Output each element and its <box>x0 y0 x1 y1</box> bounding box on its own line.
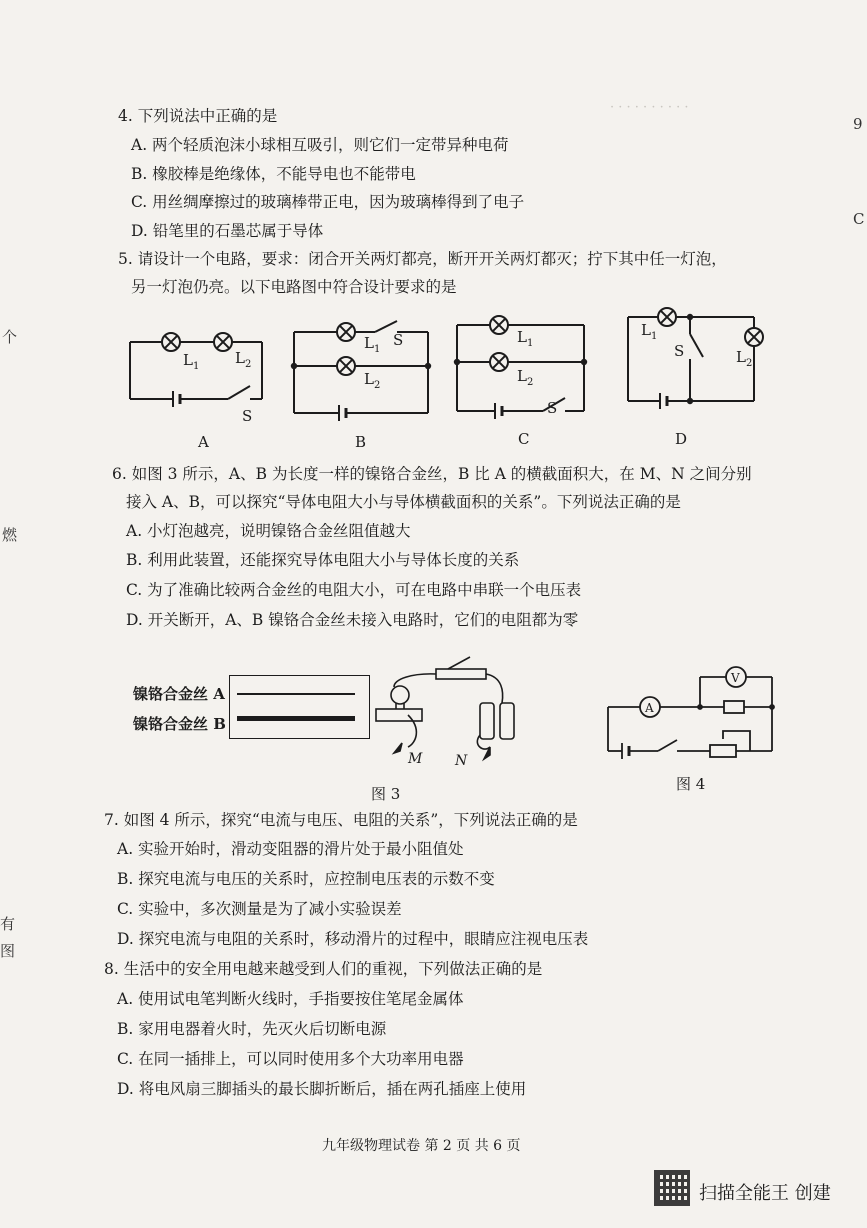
option-a: A. 小灯泡越亮，说明镍铬合金丝阻值越大 <box>126 522 411 540</box>
question-stem: 8. 生活中的安全用电越来越受到人们的重视，下列做法正确的是 <box>104 960 543 978</box>
ammeter-label: A <box>645 701 654 715</box>
knife-switch-icon <box>436 669 486 679</box>
margin-fragment: 个 <box>2 328 18 346</box>
lamp-label: $L_1$ <box>364 334 381 355</box>
fig4-circuit <box>600 655 790 770</box>
bulb-base <box>376 709 422 721</box>
lamp-label: $L_2$ <box>364 370 381 391</box>
circuit-option-label: A <box>198 433 209 451</box>
question-stem: 4. 下列说法中正确的是 <box>118 107 278 125</box>
lamp-l2-b-icon <box>337 357 355 375</box>
terminal-n-label: N <box>455 753 468 769</box>
option-c: C. 实验中，多次测量是为了减小实验误差 <box>117 900 402 918</box>
option-d: D. 将电风扇三脚插头的最长脚折断后，插在两孔插座上使用 <box>117 1080 527 1098</box>
figure-3-caption: 图 3 <box>371 785 401 803</box>
wire-a-label: 镍铬合金丝 A <box>133 685 225 703</box>
option-b: B. 家用电器着火时，先灭火后切断电源 <box>117 1020 387 1038</box>
terminal-m-label: M <box>408 751 423 767</box>
option-b: B. 探究电流与电压的关系时，应控制电压表的示数不变 <box>117 870 495 888</box>
circuit-option-label: D <box>675 430 688 448</box>
circuit-b <box>292 321 430 421</box>
wire-a-line <box>237 693 355 695</box>
option-c: C. 用丝绸摩擦过的玻璃棒带正电，因为玻璃棒得到了电子 <box>131 193 525 211</box>
lamp-label: $L_1$ <box>517 328 534 349</box>
bulb-icon <box>391 686 409 704</box>
option-a: A. 实验开始时，滑动变阻器的滑片处于最小阻值处 <box>117 840 464 858</box>
battery-icon <box>480 703 494 739</box>
lamp-label: $L_2$ <box>517 367 534 388</box>
lamp-label: $L_1$ <box>183 351 200 372</box>
question-stem: 7. 如图 4 所示，探究“电流与电压、电阻的关系”，下列说法正确的是 <box>104 811 578 829</box>
fig3-apparatus <box>372 655 552 770</box>
figure-4-caption: 图 4 <box>676 775 706 793</box>
margin-fragment: C <box>853 210 865 228</box>
battery-icon <box>500 703 514 739</box>
option-d: D. 探究电流与电阻的关系时，移动滑片的过程中，眼睛应注视电压表 <box>117 930 589 948</box>
lamp-l2-c-icon <box>490 353 508 371</box>
option-c: C. 为了准确比较两合金丝的电阻大小，可在电路中串联一个电压表 <box>126 581 582 599</box>
lamp-label: $L_1$ <box>641 321 658 342</box>
page-footer: 九年级物理试卷 第 2 页 共 6 页 <box>322 1138 521 1154</box>
wire-b-label: 镍铬合金丝 B <box>133 715 226 733</box>
lamp-l1-d-icon <box>658 308 676 326</box>
scanner-watermark: 扫描全能王 创建 <box>699 1183 831 1204</box>
wire-b-line <box>237 716 355 721</box>
bleed-through-text: · · · · · · · · · · <box>610 100 689 115</box>
question-stem-line1: 6. 如图 3 所示，A、B 为长度一样的镍铬合金丝，B 比 A 的横截面积大，在 M、N 之间分别 <box>112 465 752 483</box>
lamp-l1-a-icon <box>162 333 180 351</box>
question-stem-line2: 接入 A、B，可以探究“导体电阻大小与导体横截面积的关系”。下列说法正确的是 <box>126 493 681 511</box>
switch-label: S <box>242 407 253 425</box>
circuit-option-label: C <box>518 430 530 448</box>
option-b: B. 橡胶棒是绝缘体，不能导电也不能带电 <box>131 165 416 183</box>
switch-label: S <box>674 342 685 360</box>
margin-fragment: 燃 <box>2 526 18 544</box>
qr-code-icon <box>654 1170 690 1206</box>
lamp-l1-b-icon <box>337 323 355 341</box>
lamp-l1-c-icon <box>490 316 508 334</box>
option-c: C. 在同一插排上，可以同时使用多个大功率用电器 <box>117 1050 464 1068</box>
circuit-option-label: B <box>355 433 367 451</box>
question-stem-line1: 5. 请设计一个电路，要求：闭合开关两灯都亮，断开开关两灯都灭；拧下其中任一灯泡， <box>118 250 727 268</box>
margin-fragment: 图 <box>0 942 16 960</box>
resistor-icon <box>724 701 744 713</box>
switch-label: S <box>547 399 558 417</box>
margin-fragment: 9 <box>853 115 863 133</box>
option-d: D. 铅笔里的石墨芯属于导体 <box>131 222 324 240</box>
lamp-l2-a-icon <box>214 333 232 351</box>
circuit-diagrams <box>110 295 800 455</box>
voltmeter-label: V <box>731 671 740 685</box>
margin-fragment: 有 <box>0 915 16 933</box>
lamp-l2-d-icon <box>745 328 763 346</box>
lamp-label: $L_2$ <box>235 349 252 370</box>
lamp-label: $L_2$ <box>736 348 753 369</box>
option-a: A. 使用试电笔判断火线时，手指要按住笔尾金属体 <box>117 990 464 1008</box>
option-d: D. 开关断开，A、B 镍铬合金丝未接入电路时，它们的电阻都为零 <box>126 611 579 629</box>
option-b: B. 利用此装置，还能探究导体电阻大小与导体长度的关系 <box>126 551 520 569</box>
wire-board <box>229 675 370 739</box>
switch-label: S <box>393 331 404 349</box>
question-stem-line2: 另一灯泡仍亮。以下电路图中符合设计要求的是 <box>131 278 457 296</box>
option-a: A. 两个轻质泡沫小球相互吸引，则它们一定带异种电荷 <box>131 136 509 154</box>
